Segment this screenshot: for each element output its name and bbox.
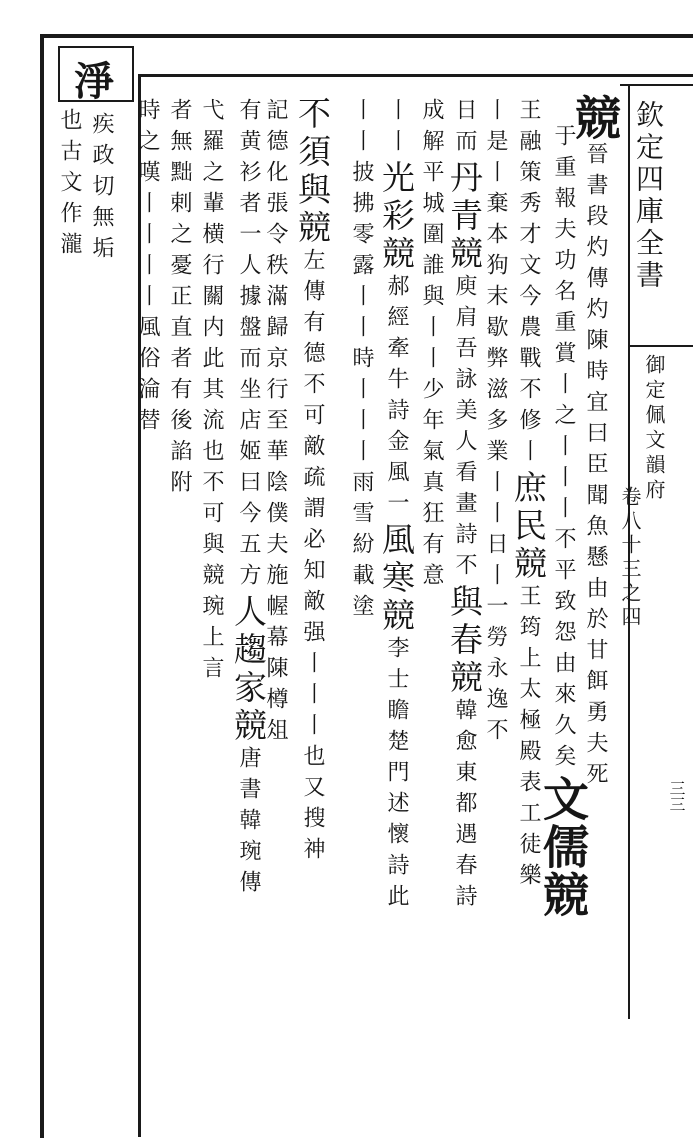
- text-column-14: [136, 98, 158, 439]
- entry-term: 不須與競: [293, 96, 332, 248]
- text-column-12: [200, 98, 222, 687]
- annotation-text: 丨是丨棄本狗末歇弊滋多: [483, 98, 508, 439]
- annotation-text: 記德化張令秩滿歸京行至華陰僕夫施幄幕陳樽俎: [263, 98, 288, 749]
- entry-term: 光彩競: [377, 160, 416, 274]
- entry-term: 丹青競: [445, 160, 484, 274]
- entry-term: 庶民競: [509, 470, 548, 584]
- header-rule: [620, 84, 693, 86]
- annotation-text: 弋羅之輩横行關内此其流也不可與競: [199, 98, 224, 594]
- annotation-text: 成: [419, 98, 444, 129]
- entry-term: 與春競: [445, 584, 484, 698]
- text-column-6: [420, 98, 442, 594]
- margin-split-rule: [628, 345, 693, 347]
- entry-term: 文儒競: [536, 775, 590, 919]
- page-number: 三三: [667, 780, 686, 812]
- entry-term: 人趨家競: [229, 594, 268, 746]
- text-column-13: [168, 98, 190, 501]
- annotation-text: 韓愈東都遇春詩: [452, 698, 477, 915]
- text-column-15: [90, 112, 112, 267]
- book-title: 欽定四庫全書: [632, 100, 665, 292]
- annotation-text: 疾政切無垢: [89, 112, 114, 267]
- entry-term: 競: [568, 94, 622, 142]
- volume-label: 卷八十三之四: [618, 486, 642, 630]
- annotation-text: 時之嘆丨丨丨丨: [135, 98, 160, 315]
- annotation-text: 者無黜剌之憂正直者有後: [167, 98, 192, 439]
- annotation-text: 唐書韓琬傳: [236, 746, 261, 901]
- text-column-7: [377, 98, 416, 915]
- annotation-text: 李士瞻楚門述懷詩此: [384, 636, 409, 915]
- text-column-5: [445, 98, 484, 915]
- annotation-text: 諂附: [167, 439, 192, 501]
- section-title: 御定佩文韻府: [642, 354, 666, 504]
- annotation-text: 丨丨: [384, 98, 409, 160]
- annotation-text: 晉書段灼傳灼陳時宜曰臣聞魚懸由於甘餌勇夫死: [583, 142, 608, 793]
- annotation-text: 披拂零露丨丨: [349, 160, 374, 346]
- annotation-text: 日而: [452, 98, 477, 160]
- annotation-text: 有黄衫者一人據盤而坐店姬曰今五方: [236, 98, 261, 594]
- annotation-text: 郝經牽牛詩金風一: [384, 274, 409, 522]
- annotation-text: 丨丨: [349, 98, 374, 160]
- annotation-text: 于重報夫功名重賞丨之丨丨丨不平致怨由來久矣: [551, 124, 576, 775]
- text-column-11: [229, 98, 268, 901]
- annotation-text: 王融策秀才文今農戰不修丨: [516, 98, 541, 470]
- annotation-text: 解平城圍誰與丨丨: [419, 129, 444, 377]
- headword-note: 也古文作瀧: [57, 108, 82, 263]
- text-column-9: [293, 96, 332, 868]
- annotation-text: 業丨丨日丨一勞永逸不: [483, 439, 508, 749]
- marker-box: [58, 46, 134, 105]
- annotation-text: 少年氣真狂有意: [419, 377, 444, 594]
- annotation-text: 王筠上太極殿表工徒樂: [516, 584, 541, 894]
- annotation-text: 左傳有德不可敵疏謂必知敵强丨丨丨也又搜神: [300, 248, 325, 868]
- text-column-3: [509, 98, 548, 894]
- marker-char: 淨: [74, 58, 114, 105]
- annotation-text: 風俗淪替: [135, 315, 160, 439]
- entry-term: 風寒競: [377, 522, 416, 636]
- text-column-4: [484, 98, 506, 749]
- text-column-8: [350, 98, 372, 625]
- annotation-text: 時丨丨丨雨雪紛載塗: [349, 346, 374, 625]
- annotation-text: 庾肩吾詠美人看畫詩不: [452, 274, 477, 584]
- annotation-text: 琬上言: [199, 594, 224, 687]
